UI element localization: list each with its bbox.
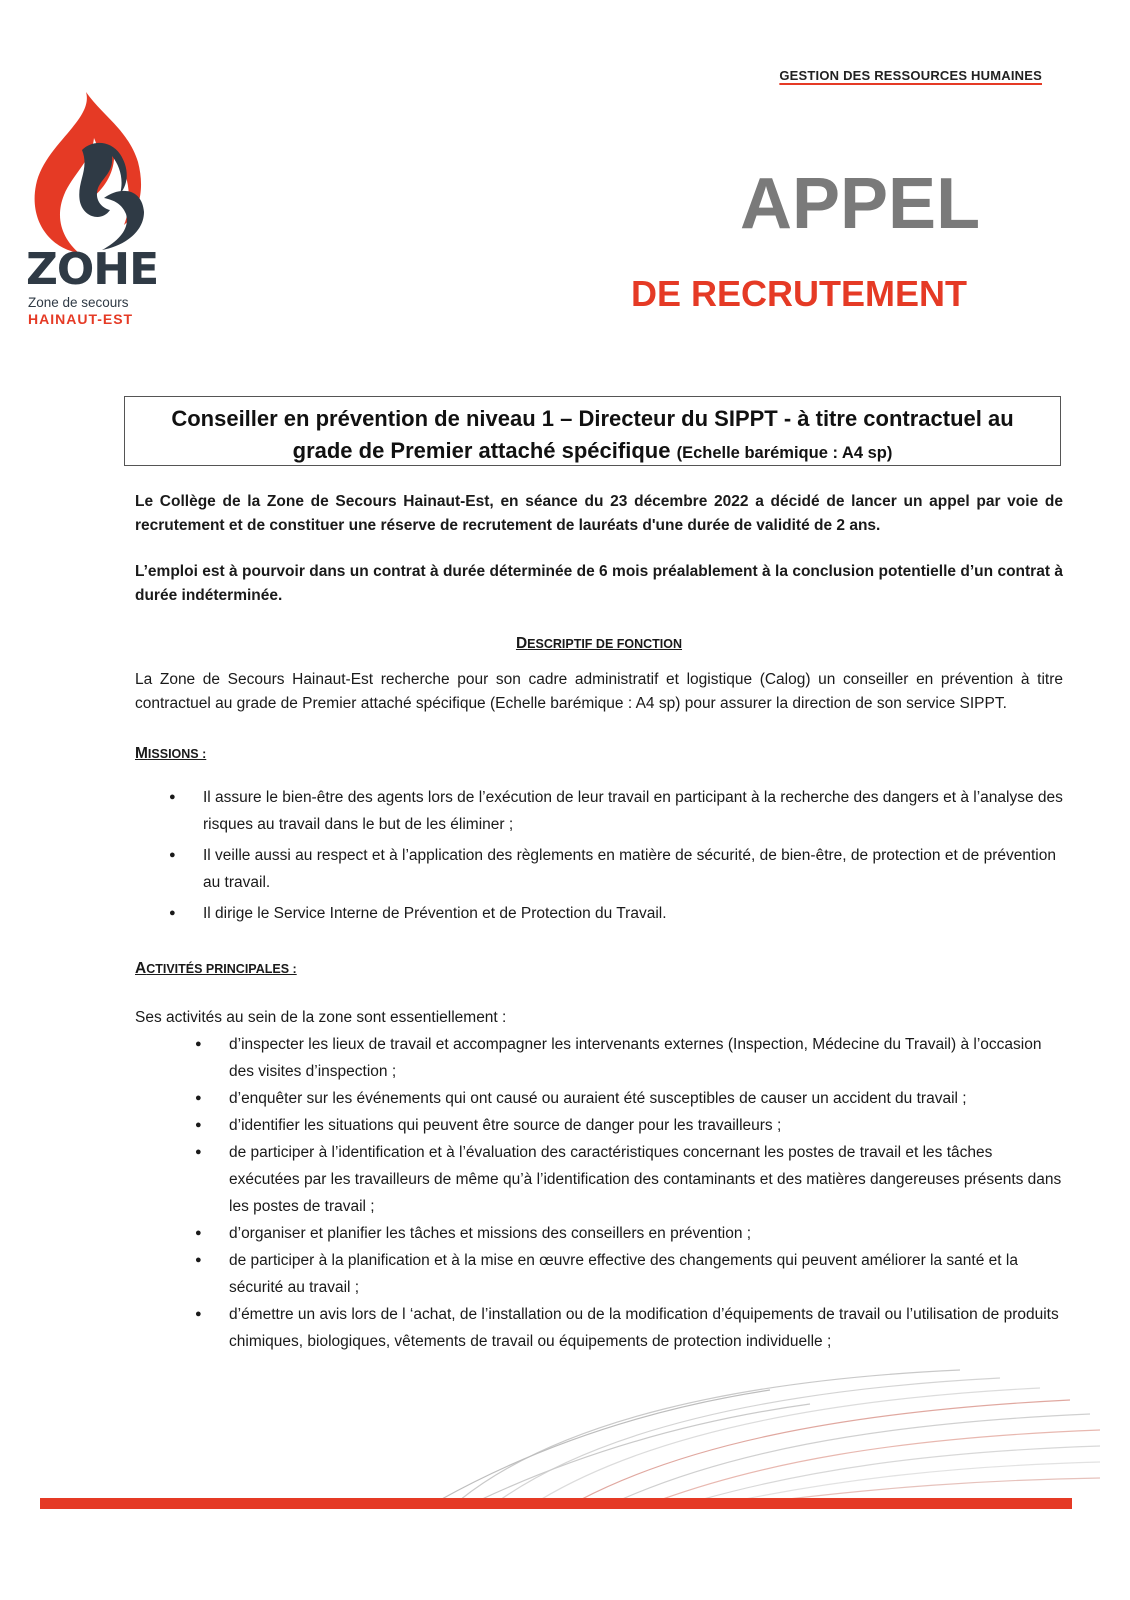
- list-item: ● Il assure le bien-être des agents lors de l’exécution de leur travail en participant à la recherche des dangers et à l’analyse des risques au travail dans le but de les éliminer ;: [135, 784, 1063, 838]
- logo-region: HAINAUT-EST: [28, 311, 134, 327]
- activities-intro: Ses activités au sein de la zone sont essentiellement :: [135, 1009, 507, 1026]
- list-item: ● Il dirige le Service Interne de Prévention et de Protection du Travail.: [135, 900, 1063, 927]
- list-item: ● Il veille aussi au respect et à l’application des règlements en matière de sécurité, de bien-être, de protection et de prévention au travail.: [135, 842, 1063, 896]
- position-grade: grade de Premier attaché spécifique: [292, 438, 671, 463]
- logo-subtitle: Zone de secours: [28, 295, 129, 310]
- document-body: [135, 490, 1063, 1355]
- list-item: ● d’organiser et planifier les tâches et missions des conseillers en prévention ;: [135, 1220, 1063, 1247]
- list-item: ● d’inspecter les lieux de travail et accompagner les intervenants externes (Inspection, Médecine du Travail) à l’occasion des visites d’inspection ;: [135, 1031, 1063, 1085]
- list-item: ● de participer à l’identification et à l’évaluation des caractéristiques concernant les postes de travail et les tâches exécutées par les travailleurs de même qu’à l’identification des contaminants et des matières dangereuses présents dans les postes de travail ;: [135, 1139, 1063, 1220]
- footer-accent-bar: [40, 1498, 1072, 1509]
- list-item: ● d’émettre un avis lors de l ‘achat, de l’installation ou de la modification d’équipements de travail ou l’utilisation de produits chimiques, biologiques, vêtements de travail ou équipements de protection individuelle ;: [135, 1301, 1063, 1355]
- list-item: ● d’enquêter sur les événements qui ont causé ou auraient été susceptibles de causer un accident du travail ;: [135, 1085, 1063, 1112]
- position-title-box: [124, 396, 1061, 466]
- logo-wordmark: ZOHE: [26, 244, 159, 295]
- position-title-line1: Conseiller en prévention de niveau 1 – Directeur du SIPPT - à titre contractuel au: [171, 406, 1014, 431]
- department-header: GESTION DES RESSOURCES HUMAINES: [779, 68, 1042, 83]
- activities-list: [135, 1031, 1063, 1355]
- decorative-swoosh-lines: [440, 1360, 1100, 1500]
- intro-paragraph-1: Le Collège de la Zone de Secours Hainaut-Est, en séance du 23 décembre 2022 a décidé de lancer un appel par voie de recrutement et de constituer une réserve de recrutement de lauréats d'une durée de validité de 2 ans.: [135, 493, 1063, 534]
- missions-heading: MISSIONS :: [135, 745, 207, 762]
- list-item: ● de participer à la planification et à la mise en œuvre effective des changements qui peuvent améliorer la santé et la sécurité au travail ;: [135, 1247, 1063, 1301]
- activities-heading: ACTIVITÉS PRINCIPALES :: [135, 960, 297, 977]
- position-scale: (Echelle barémique : A4 sp): [676, 444, 893, 462]
- position-title-line2: [125, 435, 1060, 469]
- title-appel: APPEL: [740, 164, 981, 244]
- intro-paragraph-2: L’emploi est à pourvoir dans un contrat à durée déterminée de 6 mois préalablement à la conclusion potentielle d’un contrat à durée indéterminée.: [135, 563, 1063, 604]
- missions-list: [135, 784, 1063, 927]
- description-heading: DESCRIPTIF DE FONCTION: [515, 635, 683, 652]
- list-item: ● d’identifier les situations qui peuvent être source de danger pour les travailleurs ;: [135, 1112, 1063, 1139]
- description-text: La Zone de Secours Hainaut-Est recherche pour son cadre administratif et logistique (Calog) un conseiller en prévention à titre contractuel au grade de Premier attaché spécifique (Echelle barémique : A4 sp) pour assurer la direction de son service SIPPT.: [135, 671, 1063, 712]
- title-recrutement: DE RECRUTEMENT: [630, 273, 967, 314]
